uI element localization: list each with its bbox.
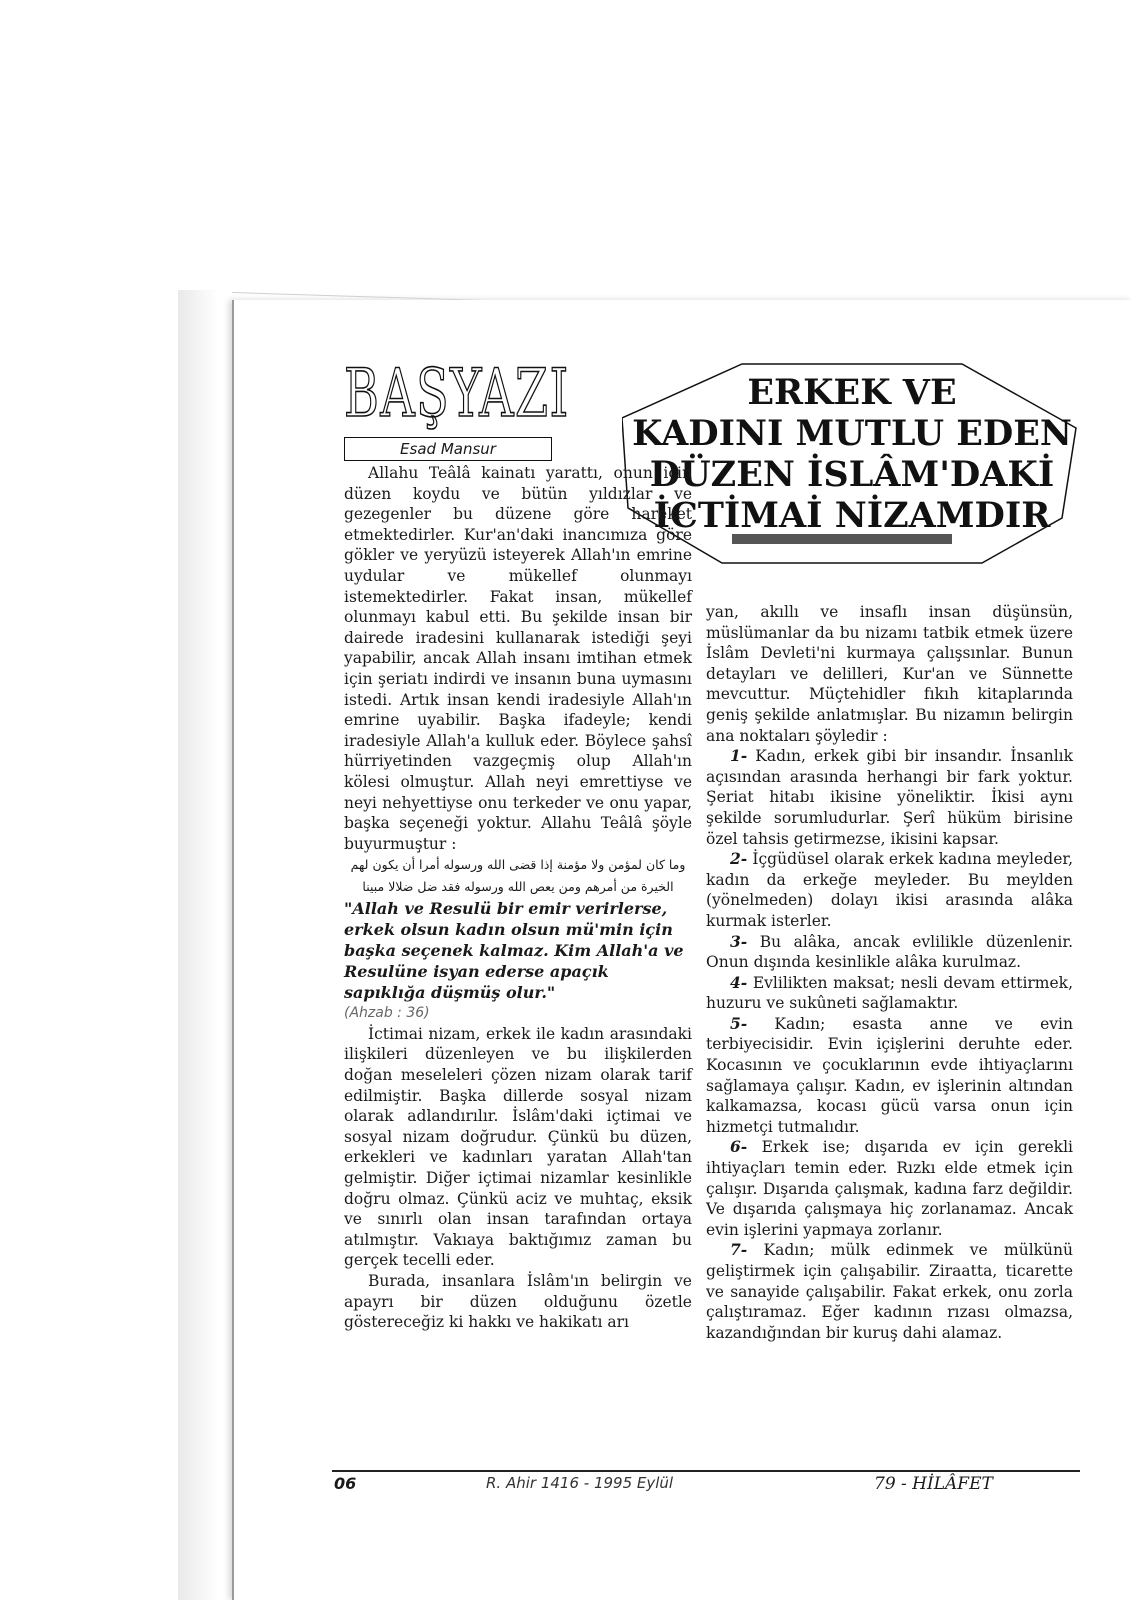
- list-item: [706, 1014, 1073, 1138]
- page-number: 06: [334, 1474, 357, 1493]
- headline-line: ERKEK VE: [747, 372, 957, 413]
- item-number: 2-: [730, 849, 748, 869]
- arabic-verse-line: الخيرة من أمرهم ومن يعص الله ورسوله فقد ضل ضلالا مبينا: [362, 879, 674, 895]
- paragraph: Allahu Teâlâ kainatı yarattı, onun için düzen koydu ve bütün yıldızlar ve gezegenler bu düzene göre hareket etmektedirler. Kur'an'daki inancımıza göre gökler ve yeryüzü isteyerek Allah'ın emrine uydular ve mükellef olunmayı istemektedirler. Fakat insan, mükellef olunmayı kabul etti. Bu şekilde insan bir dairede iradesini kullanarak istediği şeyi yapabilir, ancak Allah insanı imtihan etmek için şeriatı indirdi ve insanın buna uymasını istedi. Artık insan kendi iradesiyle Allah'ın emrine uyabilir. Başka ifadeyle; kendi iradesiyle Allah'a kulluk eder. Böylece şahsî hürriyetinden vazgeçmiş olup Allah'ın kölesi olmuştur. Allah neyi emrettiyse ve neyi nehyettiyse onu terkeder ve onu yapar, başka seçeneği yoktur. Allahu Teâlâ şöyle buyurmuştur :: [344, 464, 692, 853]
- headline-line: KADINI MUTLU EDEN: [632, 413, 1072, 454]
- footer-rule: [332, 1470, 1080, 1472]
- list-item: [706, 1137, 1073, 1240]
- item-text: Bu alâka, ancak evlilikle düzenlenir. Onun dışında kesinlikle alâka kurulmaz.: [706, 932, 1073, 972]
- issue-date: R. Ahir 1416 - 1995 Eylül: [486, 1474, 674, 1492]
- paragraph: yan, akıllı ve insaflı insan düşünsün, müslümanlar da bu nizamı tatbik etmek üzere İslâm Devleti'ni kurmaya çalışsınlar. Bunun detayları ve delilleri, Kur'an ve Sünnette mevcuttur. Müçtehidler fıkıh kitaplarında geniş şekilde anlatmışlar. Bu nizamın belirgin ana noktaları şöyledir :: [706, 603, 1073, 745]
- list-item: [706, 973, 1073, 1014]
- item-text: Kadın, erkek gibi bir insandır. İnsanlık açısından arasında herhangi bir fark yoktur. Şeriat hitabı ikisine yöneliktir. İkisi aynı şekilde sorumludurlar. Şerî hüküm birisine özel tahsis getirmezse, ikisini kapsar.: [706, 747, 1073, 848]
- left-column: [344, 463, 692, 1333]
- item-number: 7-: [730, 1240, 748, 1260]
- item-number: 1-: [730, 746, 748, 766]
- right-column: [706, 602, 1073, 1343]
- item-text: İçgüdüsel olarak erkek kadına meyleder, kadın da erkeğe meyleder. Bu meylden (yönelmeden) dolayı ikisi arasında alâka kurmak isterler.: [706, 850, 1073, 930]
- scan-edge-shadow: [178, 290, 218, 1600]
- list-item: [706, 849, 1073, 931]
- verse-reference: (Ahzab : 36): [344, 1005, 430, 1022]
- magazine-issue: 79 - HİLÂFET: [874, 1474, 993, 1494]
- arabic-verse-line: وما كان لمؤمن ولا مؤمنة إذا قضى الله ورسوله أمرا أن يكون لهم: [350, 857, 686, 873]
- paragraph: Burada, insanlara İslâm'ın belirgin ve apayrı bir düzen olduğunu özetle göstereceğiz ki hakkı ve hakikatı arı: [344, 1272, 692, 1332]
- item-number: 3-: [730, 931, 748, 951]
- item-number: 5-: [730, 1013, 748, 1033]
- author-name: Esad Mansur: [344, 437, 552, 461]
- item-text: Evlilikten maksat; nesli devam ettirmek, huzuru ve sukûneti sağlamaktır.: [706, 973, 1073, 1013]
- paragraph: İctimai nizam, erkek ile kadın arasındaki ilişkileri düzenleyen ve bu ilişkilerden doğan meseleleri çözen nizam olarak tarif edilmiştir. Başka dillerde sosyal nizam olarak adlandırılır. İslâm'daki içtimai ve sosyal nizam doğrudur. Çünkü bu düzen, erkekleri ve kadınları yaratan Allah'tan gelmiştir. Diğer içtimai nizamlar kesinlikle doğru olmaz. Çünkü aciz ve muhtaç, eksik ve sınırlı olan insan tarafından ortaya atılmıştır. Vakıaya baktığımız zaman bu gerçek tecelli eder.: [344, 1024, 692, 1270]
- item-number: 4-: [730, 972, 748, 992]
- list-item: [706, 1240, 1073, 1343]
- verse-translation: "Allah ve Resulü bir emir verirlerse, erkek olsun kadın olsun mü'min için başka seçenek kalmaz. Kim Allah'a ve Resulüne isyan ederse apaçık sapıklığa düşmüş olur.": [344, 899, 684, 1003]
- item-text: Kadın; esasta anne ve evin terbiyecisidir. Evin içişlerini deruhte eder. Kocasının ve çocuklarının evde ihtiyaçlarını sağlamaya çalışır. Kadın, ev işlerinin altından kalkamazsa, kocası gücü varsa onun için hizmetçi tutmalıdır.: [706, 1014, 1073, 1136]
- section-title: BAŞYAZI: [344, 355, 570, 432]
- headline-line: İCTİMAİ NİZAMDIR: [653, 495, 1051, 536]
- list-item: [706, 932, 1073, 973]
- list-item: [706, 746, 1073, 849]
- item-text: Erkek ise; dışarıda ev için gerekli ihtiyaçları temin eder. Rızkı elde etmek için çalışır. Dışarıda çalışmak, kadına farz değildir. Ve dışarıda çalışmaya hiç zorlanamaz. Ancak evin işlerini yapmaya zorlanır.: [706, 1138, 1073, 1239]
- item-number: 6-: [730, 1137, 748, 1157]
- headline-line: DÜZEN İSLÂM'DAKİ: [649, 454, 1055, 495]
- item-text: Kadın; mülk edinmek ve mülkünü geliştirmek için çalışabilir. Ziraatta, ticarette ve sanayide çalışabilir. Fakat erkek, onu zorla çalıştıramaz. Eğer kadının rızası olmazsa, kazandığından bir kuruş dahi alamaz.: [706, 1241, 1073, 1342]
